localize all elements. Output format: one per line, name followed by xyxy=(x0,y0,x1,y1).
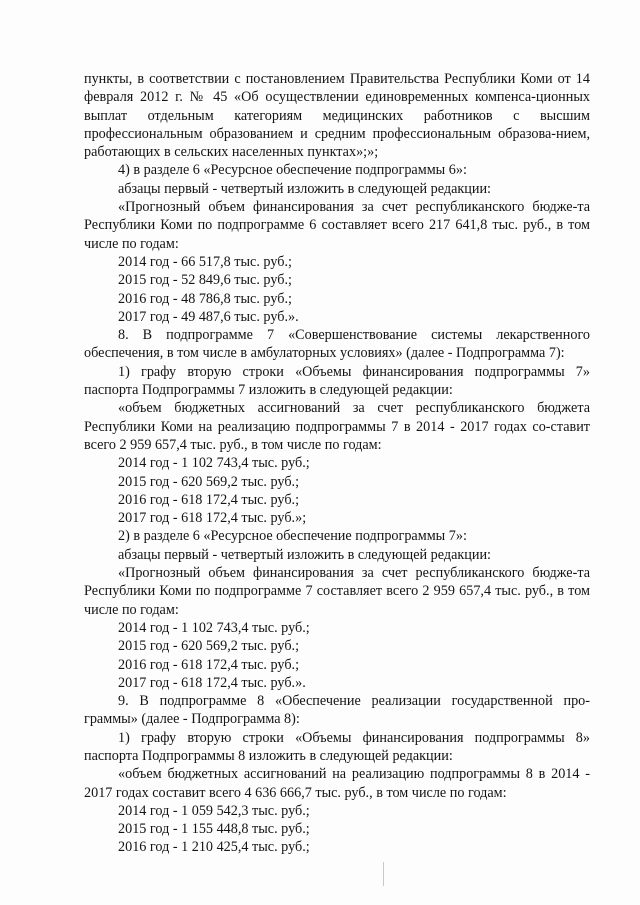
year-line: 2016 год - 618 172,4 тыс. руб.; xyxy=(118,656,300,673)
year-line: 2014 год - 1 102 743,4 тыс. руб.; xyxy=(118,619,310,636)
paragraph-budget-8: «объем бюджетных ассигнований на реализацию подпрограммы 8 в 2014 - 2017 годах составит всего 4 636 666,7 тыс. руб., в том числе по годам: xyxy=(84,766,590,801)
paragraph-forecast-7: «Прогнозный объем финансирования за счет республиканского бюдже-та Республики Коми по подпрограмме 7 составляет всего 2 959 657,4 тыс. руб., в том числе по годам: xyxy=(84,565,590,618)
paragraph-item-1: 1) графу вторую строки «Объемы финансирования подпрограммы 8» паспорта Подпрограммы 8 изложить в следующей редакции: xyxy=(84,729,590,764)
year-line: 2015 год - 52 849,6 тыс. руб.; xyxy=(118,272,292,289)
document-body xyxy=(84,70,590,857)
year-line: 2014 год - 1 102 743,4 тыс. руб.; xyxy=(118,455,310,472)
paragraph-subprogram-8: 9. В подпрограмме 8 «Обеспечение реализации государственной про-граммы» (далее - Подпрограмма 8): xyxy=(84,693,590,728)
paragraph-abzats-intro: абзацы первый - четвертый изложить в следующей редакции: xyxy=(118,546,492,563)
paragraph-abzats-intro: абзацы первый - четвертый изложить в следующей редакции: xyxy=(118,180,492,197)
year-line: 2016 год - 618 172,4 тыс. руб.; xyxy=(118,491,300,508)
paragraph-item-2: 2) в разделе 6 «Ресурсное обеспечение подпрограммы 7»: xyxy=(118,528,467,545)
year-line: 2014 год - 66 517,8 тыс. руб.; xyxy=(118,253,292,270)
year-line: 2017 год - 49 487,6 тыс. руб.». xyxy=(118,308,299,325)
year-line: 2014 год - 1 059 542,3 тыс. руб.; xyxy=(118,802,310,819)
year-line: 2015 год - 620 569,2 тыс. руб.; xyxy=(118,638,300,655)
paragraph-budget-7: «объем бюджетных ассигнований за счет республиканского бюджета Республики Коми на реализацию подпрограммы 7 в 2014 - 2017 годах со-ставит всего 2 959 657,4 тыс. руб., в том числе по годам: xyxy=(84,400,590,453)
paragraph-continuation: пункты, в соответствии с постановлением Правительства Республики Коми от 14 февраля 2012 г. № 45 «Об осуществлении единовременных компенса-ционных выплат отдельным категориям медицинских работников с высшим профессиональным образованием и средним профессиональным образова-нием, работающих в сельских населенных пунктах»;»; xyxy=(84,71,590,161)
paragraph-subprogram-7: 8. В подпрограмме 7 «Совершенствование системы лекарственного обеспечения, в том числе в амбулаторных условиях» (далее - Подпрограмма 7): xyxy=(84,327,590,362)
paragraph-item-1: 1) графу вторую строки «Объемы финансирования подпрограммы 7» паспорта Подпрограммы 7 изложить в следующей редакции: xyxy=(84,363,590,399)
year-line: 2017 год - 618 172,4 тыс. руб.». xyxy=(118,674,306,691)
year-line: 2015 год - 620 569,2 тыс. руб.; xyxy=(118,473,300,490)
paragraph-forecast-6: «Прогнозный объем финансирования за счет республиканского бюдже-та Республики Коми по подпрограмме 6 составляет всего 217 641,8 тыс. руб., в том числе по годам: xyxy=(84,199,590,252)
year-line: 2016 год - 1 210 425,4 тыс. руб.; xyxy=(118,839,310,856)
paragraph-item-4: 4) в разделе 6 «Ресурсное обеспечение подпрограммы 6»: xyxy=(118,162,467,179)
year-line: 2017 год - 618 172,4 тыс. руб.»; xyxy=(118,510,307,527)
year-line: 2016 год - 48 786,8 тыс. руб.; xyxy=(118,290,292,307)
scan-fold-mark xyxy=(383,862,384,886)
year-line: 2015 год - 1 155 448,8 тыс. руб.; xyxy=(118,821,310,838)
